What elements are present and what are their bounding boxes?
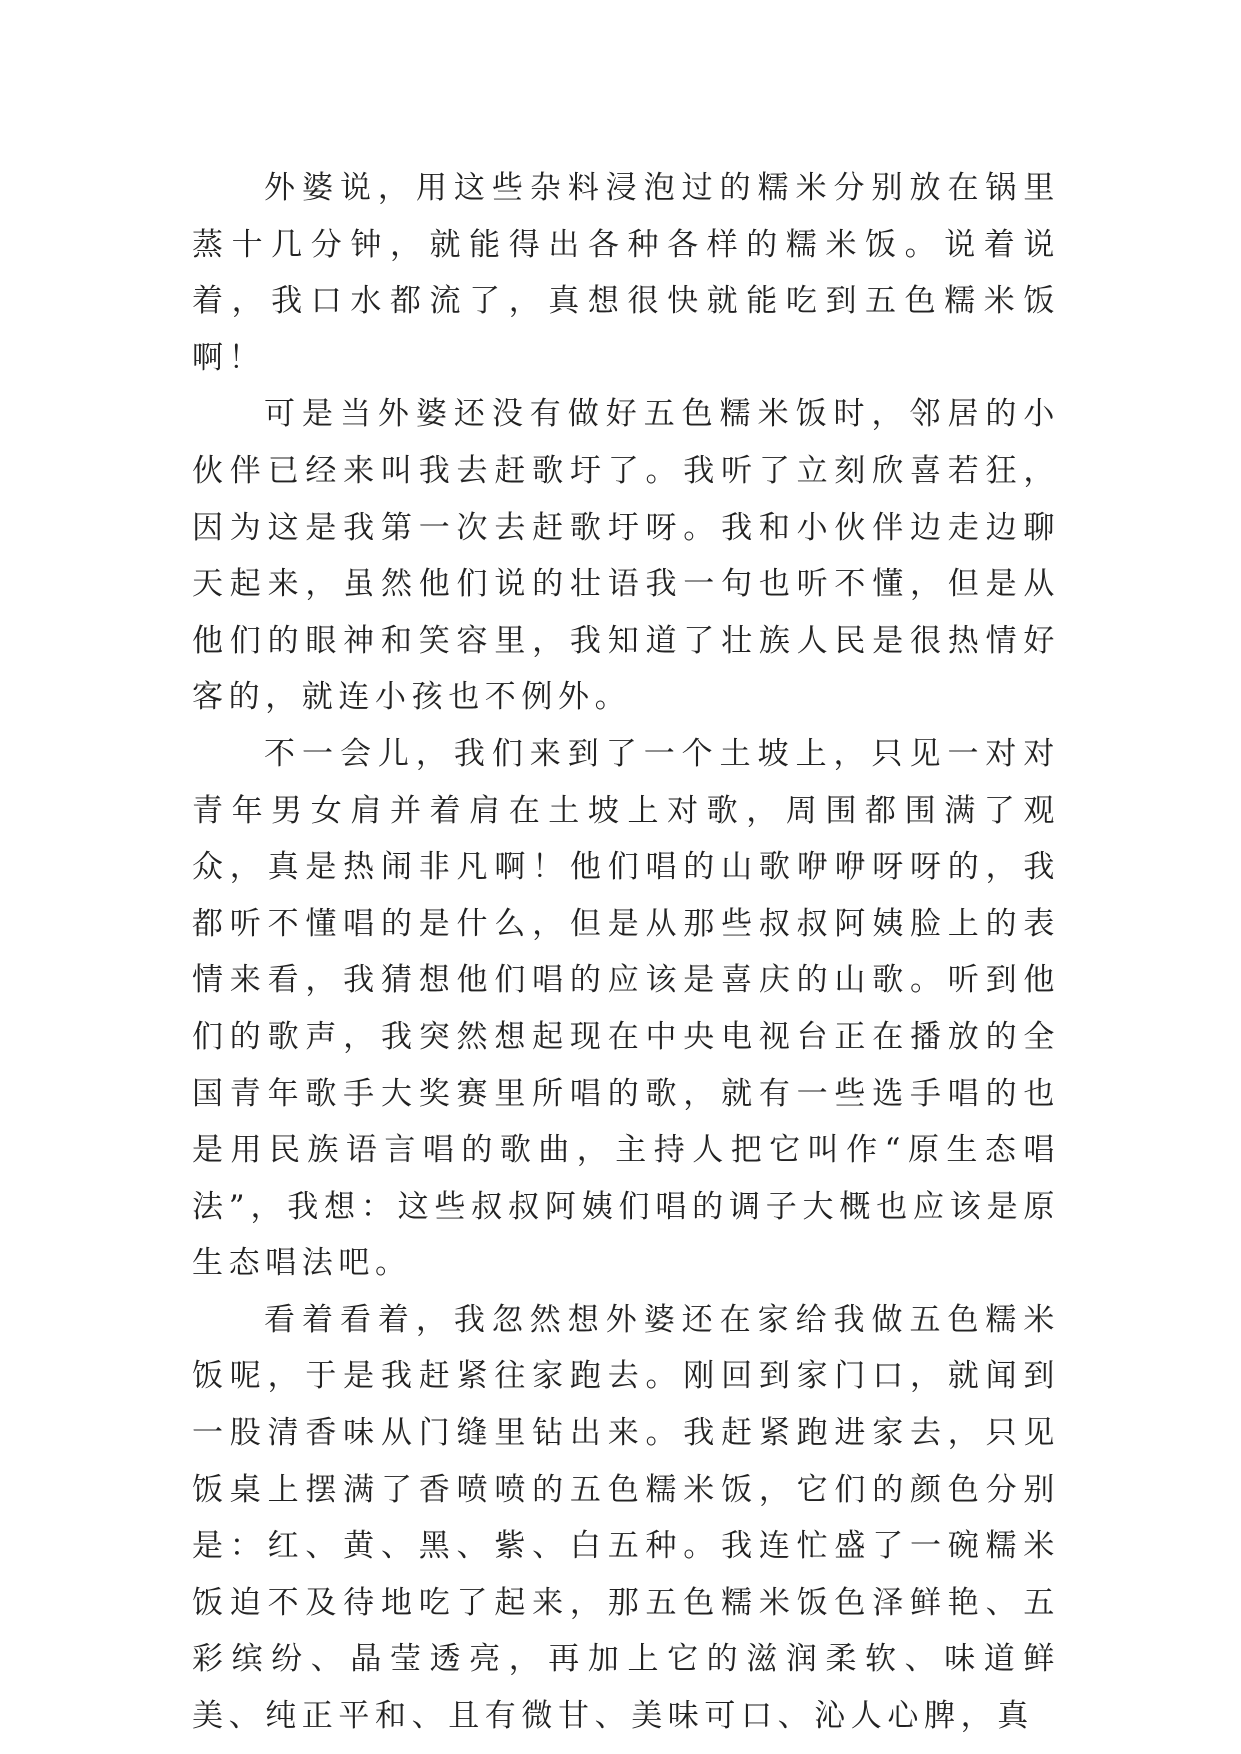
paragraph-3: 不一会儿，我们来到了一个土坡上，只见一对对青年男女肩并着肩在土坡上对歌，周围都围满了观众，真是热闹非凡啊！他们唱的山歌咿咿呀呀的，我都听不懂唱的是什么，但是从那些叔叔阿姨脸上的表情来看，我猜想他们唱的应该是喜庆的山歌。听到他们的歌声，我突然想起现在中央电视台正在播放的全国青年歌手大奖赛里所唱的歌，就有一些选手唱的也是用民族语言唱的歌曲，主持人把它叫作“原生态唱法”，我想：这些叔叔阿姨们唱的调子大概也应该是原生态唱法吧。 bbox=[192, 735, 1060, 1282]
paragraph-1: 外婆说，用这些杂料浸泡过的糯米分别放在锅里蒸十几分钟，就能得出各种各样的糯米饭。说着说着，我口水都流了，真想很快就能吃到五色糯米饭啊！ bbox=[192, 170, 1060, 376]
paragraph-2: 可是当外婆还没有做好五色糯米饭时，邻居的小伙伴已经来叫我去赶歌圩了。我听了立刻欣喜若狂，因为这是我第一次去赶歌圩呀。我和小伙伴边走边聊天起来，虽然他们说的壮语我一句也听不懂，但是从他们的眼神和笑容里，我知道了壮族人民是很热情好客的，就连小孩也不例外。 bbox=[192, 396, 1060, 716]
document-body bbox=[192, 160, 1060, 1745]
paragraph-4: 看着看着，我忽然想外婆还在家给我做五色糯米饭呢，于是我赶紧往家跑去。刚回到家门口，就闻到一股清香味从门缝里钻出来。我赶紧跑进家去，只见饭桌上摆满了香喷喷的五色糯米饭，它们的颜色分别是：红、黄、黑、紫、白五种。我连忙盛了一碗糯米饭迫不及待地吃了起来，那五色糯米饭色泽鲜艳、五彩缤纷、晶莹透亮，再加上它的滋润柔软、味道鲜美、纯正平和、且有微甘、美味可口、沁人心脾，真 bbox=[192, 1301, 1060, 1735]
